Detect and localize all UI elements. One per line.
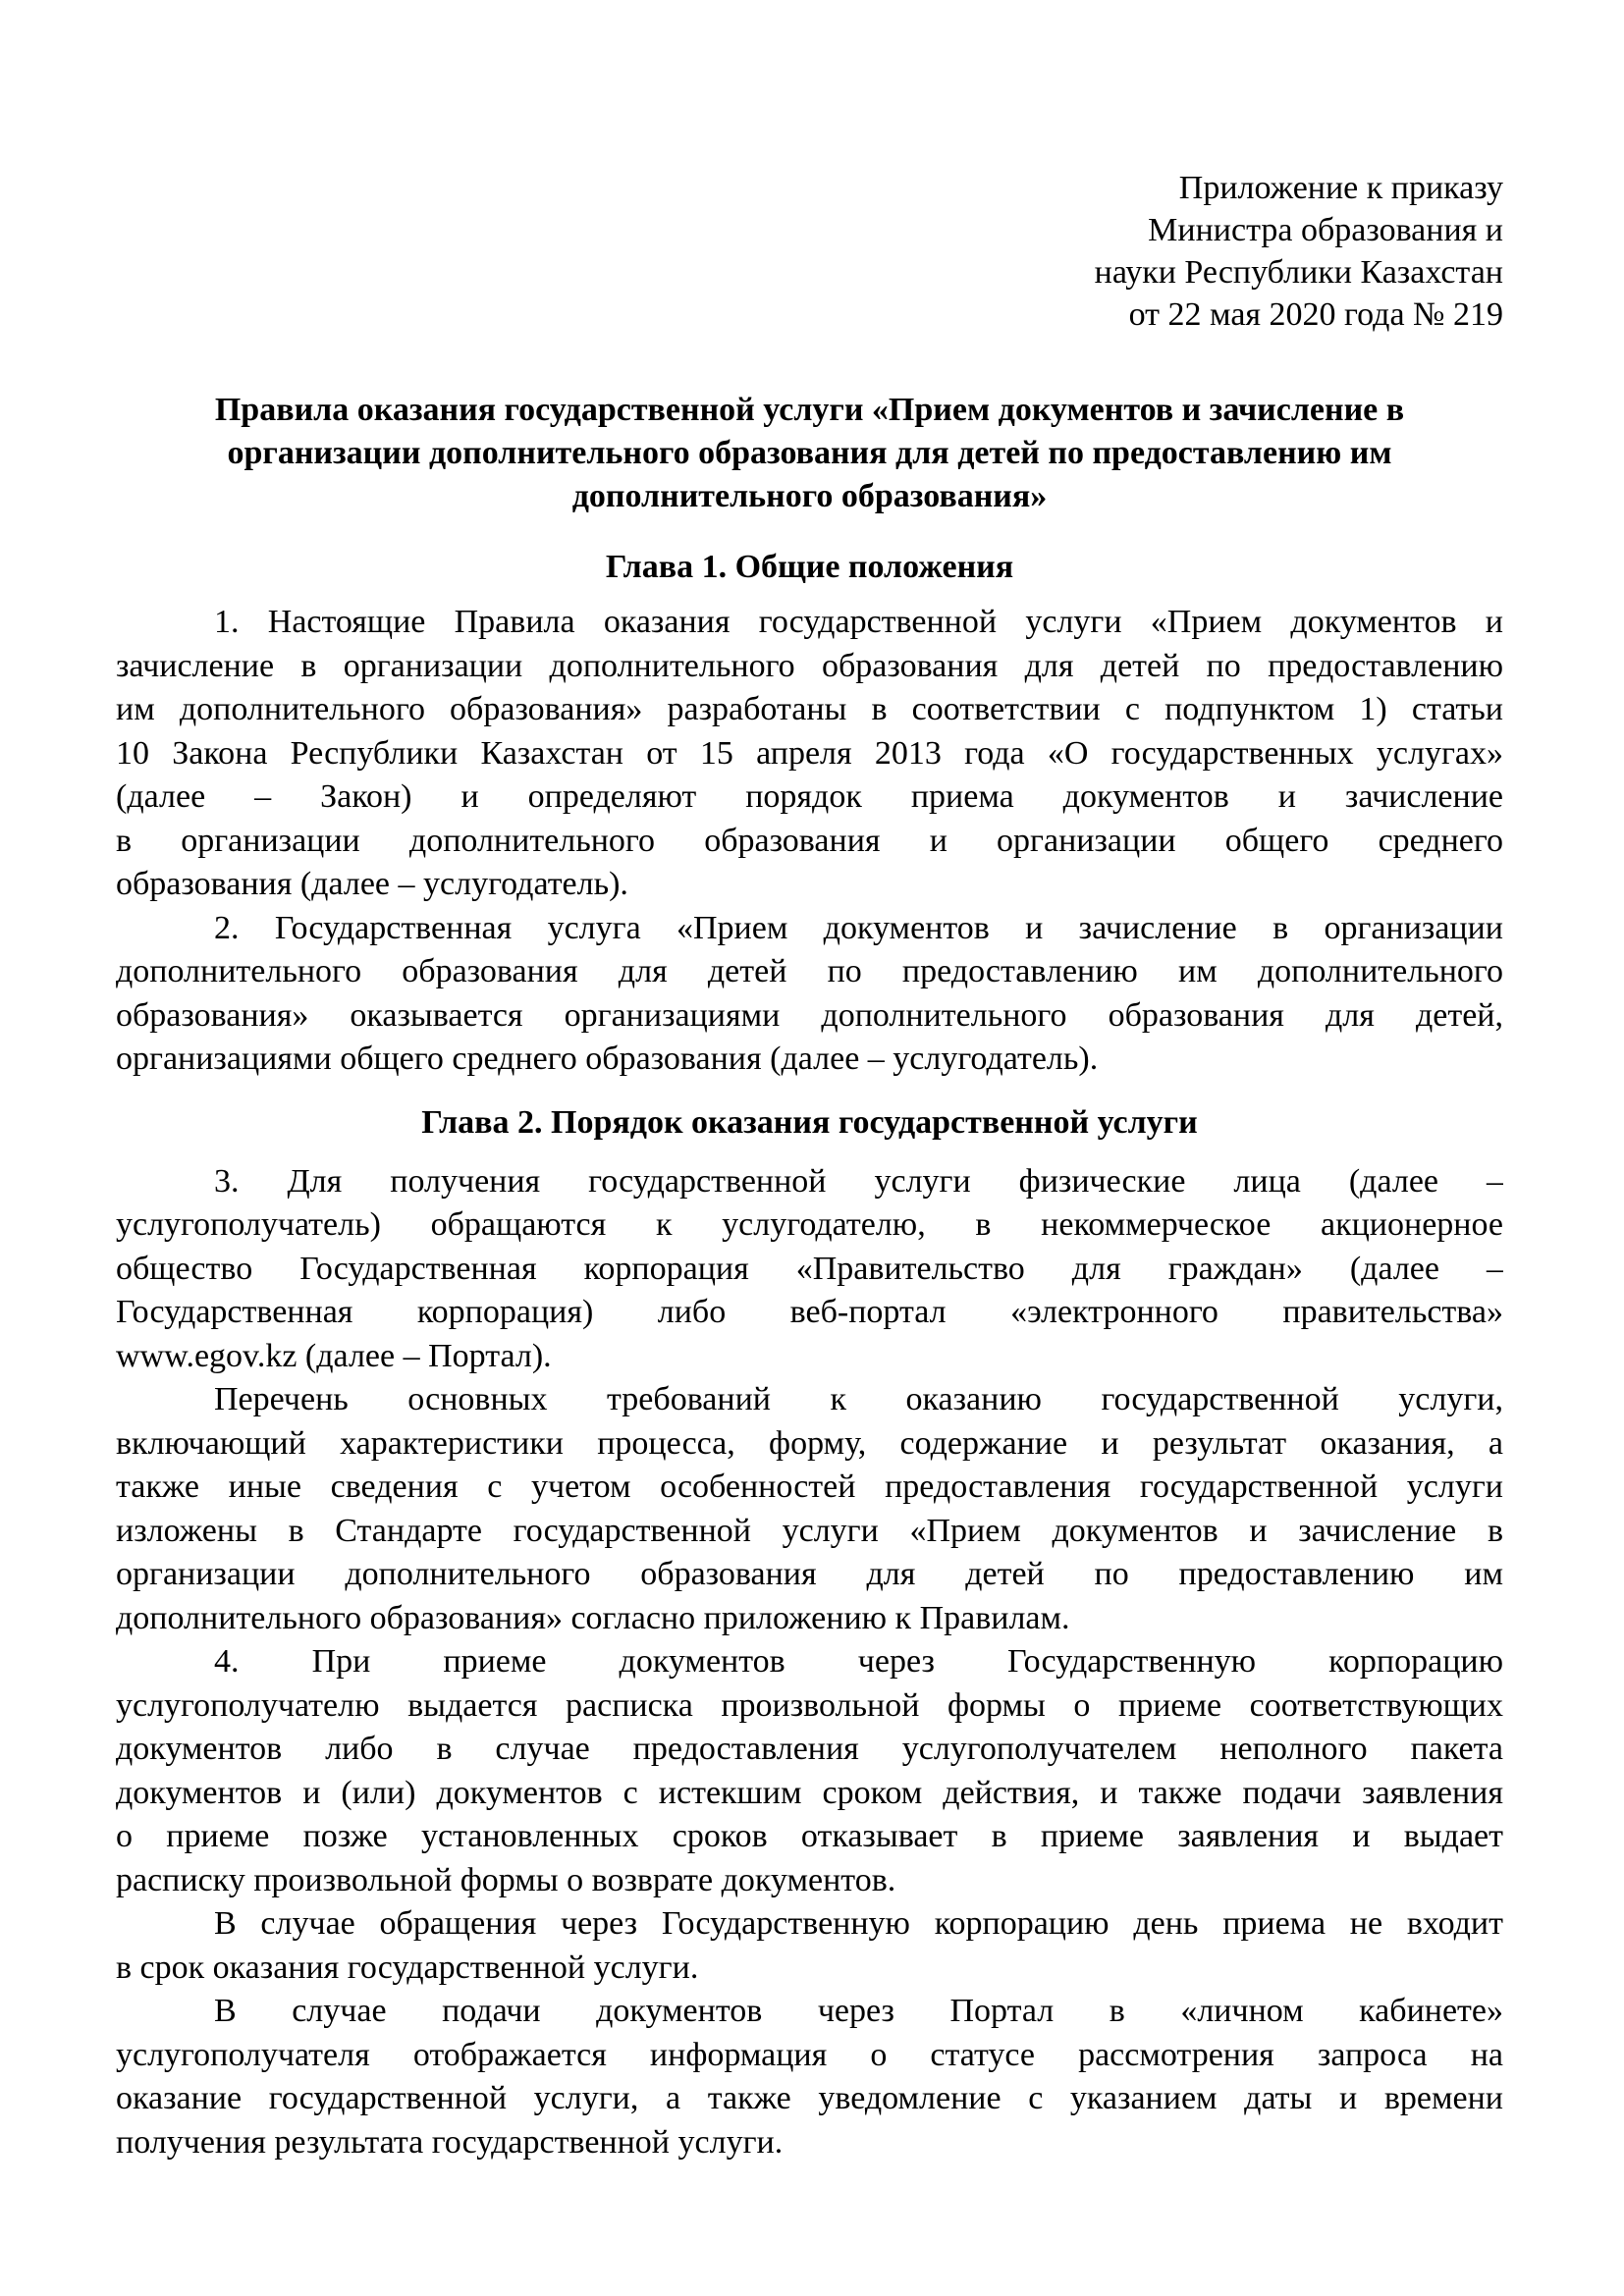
text-line: получения результата государственной услуги. [116,2123,784,2161]
text-line: науки Республики Казахстан [1094,254,1503,291]
text-line: Правила оказания государственной услуги «Прием документов и зачисление в [214,392,1405,428]
text-line: дополнительного образования для детей по предоставлению им дополнительного [116,953,1503,989]
text-line: организациями общего среднего образования (далее – услугодатель). [116,1041,1099,1077]
text-line: документов либо в случае предоставления услугополучателем неполного пакета [116,1731,1503,1767]
chapter-1-heading: Глава 1. Общие положения [605,549,1014,585]
paragraph-1-rules-basis [116,601,1503,907]
text-line: (далее – Закон) и определяют порядок приема документов и зачисление [116,778,1503,815]
text-line: общество Государственная корпорация «Правительство для граждан» (далее – [116,1250,1503,1287]
text-line: им дополнительного образования» разработаны в соответствии с подпунктом 1) статьи [116,691,1503,727]
text-line: Государственная корпорация) либо веб-портал «электронного правительства» [116,1294,1503,1330]
text-line: услугополучателю выдается расписка произвольной формы о приеме соответствующих [116,1686,1503,1724]
text-line: документов и (или) документов с истекшим сроком действия, и также подачи заявления [116,1774,1503,1811]
text-line: организации дополнительного образования для детей по предоставлению им [116,1556,1503,1592]
text-line: 1. Настоящие Правила оказания государственной услуги «Прием документов и [214,604,1503,640]
text-line: услугополучатель) обращаются к услугодателю, в некоммерческое акционерное [116,1206,1503,1243]
text-line: изложены в Стандарте государственной услуги «Прием документов и зачисление в [116,1512,1503,1549]
paragraph-2-service-providers [116,907,1503,1082]
text-line: услугополучателя отображается информация о статусе рассмотрения запроса на [116,2036,1503,2073]
text-line: 10 Закона Республики Казахстан от 15 апреля 2013 года «О государственных услугах» [116,734,1503,772]
paragraph-4-receipt-rules [116,1640,1503,1902]
text-line: дополнительного образования» согласно приложению к Правилам. [116,1599,1070,1636]
text-line: www.egov.kz (далее – Портал). [116,1337,552,1374]
appendix-reference [116,167,1503,336]
chapter-2-heading: Глава 2. Порядок оказания государственной услуги [421,1103,1198,1141]
text-line: образования (далее – услугодатель). [116,866,628,902]
text-line: В случае обращения через Государственную корпорацию день приема не входит [214,1905,1503,1942]
document-title [116,389,1503,518]
paragraph-portal-status-notification [116,1990,1503,2164]
text-line: организации дополнительного образования для детей по предоставлению им [227,435,1392,471]
text-line: дополнительного образования» [571,478,1048,514]
text-line: образования» оказывается организациями дополнительного образования для детей, [116,996,1503,1034]
text-line: в организации дополнительного образования и организации общего среднего [116,822,1503,859]
text-line: 2. Государственная услуга «Прием документов и зачисление в организации [214,909,1503,946]
text-line: о приеме позже установленных сроков отказывает в приеме заявления и выдает [116,1818,1503,1854]
text-line: Министра образования и [1148,212,1503,248]
paragraph-requirements-standard [116,1378,1503,1640]
text-line: расписку произвольной формы о возврате документов. [116,1861,896,1898]
text-line: в срок оказания государственной услуги. [116,1949,699,1986]
paragraph-corporation-day-excluded [116,1902,1503,1990]
text-line: оказание государственной услуги, а также уведомление с указанием даты и времени [116,2080,1503,2116]
text-line: 4. При приеме документов через Государственную корпорацию [214,1643,1503,1680]
text-line: Приложение к приказу [1178,170,1503,206]
text-line: зачисление в организации дополнительного образования для детей по предоставлению [116,647,1503,684]
text-line: также иные сведения с учетом особенностей предоставления государственной услуги [116,1468,1503,1505]
text-line: В случае подачи документов через Портал в «личном кабинете» [214,1993,1503,2029]
text-line: от 22 мая 2020 года № 219 [1128,296,1503,333]
paragraph-3-application-channels [116,1160,1503,1379]
text-line: Перечень основных требований к оказанию государственной услуги, [214,1381,1503,1417]
text-line: 3. Для получения государственной услуги физические лица (далее – [214,1162,1503,1200]
text-line: включающий характеристики процесса, форму, содержание и результат оказания, а [116,1424,1503,1462]
